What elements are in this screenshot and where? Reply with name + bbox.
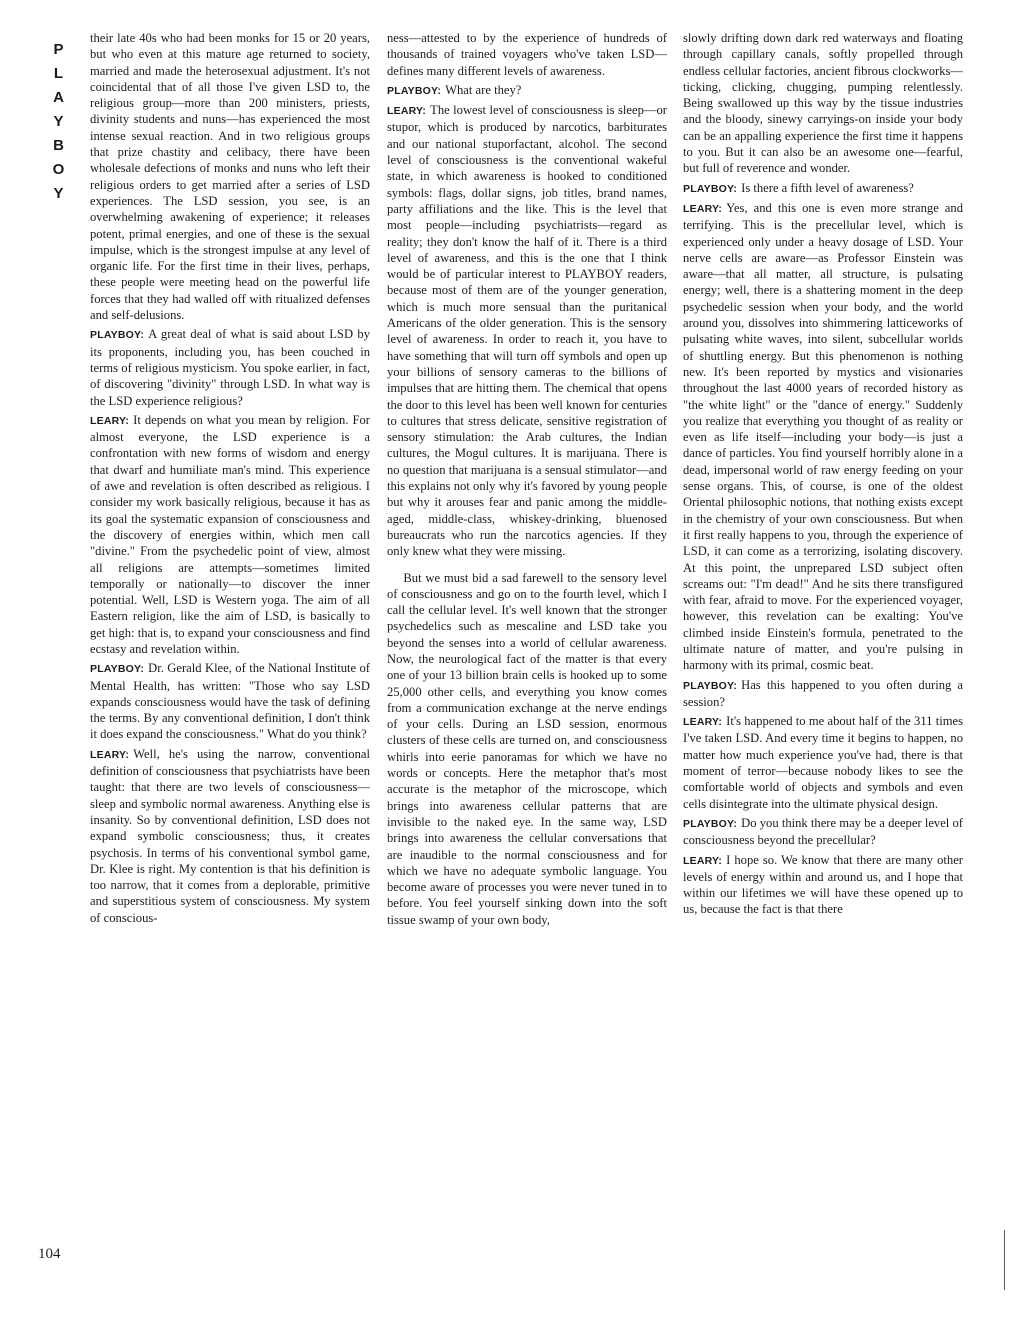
question-paragraph — [90, 326, 370, 408]
speaker-label: LEARY: — [90, 414, 130, 427]
speaker-label: LEARY: — [683, 202, 723, 215]
question-paragraph — [683, 180, 963, 197]
speaker-label: PLAYBOY: — [683, 817, 738, 830]
speaker-label: PLAYBOY: — [683, 679, 738, 692]
speaker-label: LEARY: — [683, 854, 723, 867]
paragraph-text: Is there a fifth level of awareness? — [741, 180, 914, 195]
paragraph-text: Dr. Gerald Klee, of the National Institute of Mental Health, has written: "Those who say LSD expands consciousness would have the task of defining the terms. By any conventional definition, I don't think it does expand the consciousness." What do you think? — [90, 661, 370, 742]
paragraph-text: Has this happened to you often during a session? — [683, 677, 963, 709]
paragraph-text: What are they? — [445, 82, 522, 97]
paragraph-text: slowly drifting down dark red waterways and floating through capillary canals, softly propelled through endless cellular factories, ancient fibrous clockworks—ticking, clicking, chugging, pumping relentlessly. Being swallowed up this way by the tissue industries and the bloody, sinewy carryings-on inside your body can be an appalling experience the first time it happens to you. But it can also be an awesome one—fearful, but full of reverence and wonder. — [683, 31, 963, 176]
paragraph-text: It's happened to me about half of the 311 times I've taken LSD. And every time it begins to happen, no matter how much experience you've had, there is that moment of terror—because nobody likes to see the comfortable world of objects and symbols and even cells disintegrate into the ultimate physical design. — [683, 714, 963, 811]
answer-paragraph — [683, 852, 963, 918]
text-column-1 — [90, 30, 370, 1292]
paragraph-text: ness—attested to by the experience of hundreds of thousands of trained voyagers who've taken LSD—defines many different levels of awareness. — [387, 31, 667, 78]
speaker-label: PLAYBOY: — [90, 329, 145, 342]
speaker-label: PLAYBOY: — [90, 663, 145, 676]
question-paragraph — [683, 815, 963, 849]
paragraph-text: The lowest level of consciousness is sleep—or stupor, which is produced by narcotics, barbiturates and our national stuporfactant, alcohol. The second level of consciousness is the conventional wakeful state, in which awareness is hooked to conditioned symbols: flags, dollar signs, job titles, brand names, party affiliations and the like. This is the level that most people—including psychiatrists—regard as reality; they don't know the half of it. There is a third level of awareness, and this is the one that I think would be of particular interest to PLAYBOY readers, because most of them are of the younger generation, which is much more sensual than the puritanical Americans of the older generation. This is the sensory level of awareness. In order to reach it, you have to have something that will turn off symbols and open up your billions of sensory cameras to the billions of impulses that are hitting them. The chemical that opens the door to this level has been well known for centuries to cultures that stress delicate, sensitive registration of sensory stimulation: the Arab cultures, the Indian cultures, the Mogul cultures. It is marijuana. There is no question that marijuana is a sensual stimulator—and this explains not only why it's favored by young people but why it arouses fear and panic among the middle-aged, middle-class, whiskey-drinking, bluenosed bureaucrats who run the narcotics agencies. If they only knew what they were missing. — [387, 103, 667, 559]
answer-paragraph — [90, 746, 370, 926]
speaker-label: LEARY: — [90, 748, 130, 761]
paragraph-text: But we must bid a sad farewell to the sensory level of consciousness and go on to the fourth level, which I call the cellular level. It's well known that the stronger psychedelics such as mescaline and LSD take you beyond the senses into a world of cellular awareness. Now, the neurological fact of the matter is that every one of your 13 billion brain cells is hooked up to some 25,000 other cells, and everything you know comes from a communication exchange at the nerve endings of your cells. During an LSD session, enormous clusters of these cells are turned on, and consciousness whirls into eerie panoramas for which we have no words or concepts. Here the metaphor that's most accurate is the metaphor of the microscope, which brings into awareness cellular patterns that are invisible to the naked eye. In the same way, LSD brings into awareness the cellular conversations that are inaudible to the normal consciousness and for which we have no adequate symbolic language. You become aware of processes you were never tuned in to before. You feel yourself sinking down into the soft tissue swamp of your own body, — [387, 570, 667, 927]
paragraph-text: It depends on what you mean by religion. For almost everyone, the LSD experience is a confrontation with new forms of wisdom and energy that dwarf and humiliate man's mind. This experience of awe and revelation is often described as religious. I consider my work basically religious, because it has as its goal the systematic expansion of consciousness and the discovery of energies within, which men call "divine." From the psychedelic point of view, almost all religions are attempts—sometimes limited temporally or nationally—to discover the inner potential. Well, LSD is Western yoga. The aim of all Eastern religion, like the aim of LSD, is basically to get high: that is, to expand your consciousness and find ecstasy and revelation within. — [90, 412, 370, 656]
body-paragraph — [387, 570, 667, 929]
paragraph-text: Do you think there may be a deeper level of consciousness beyond the precellular? — [683, 815, 963, 848]
question-paragraph — [387, 82, 667, 99]
paragraph-text: I hope so. We know that there are many other levels of energy within and around us, and I hope that within our lifetimes we will have these opened up to us, because the fact is that there — [683, 852, 963, 917]
question-paragraph — [683, 677, 963, 711]
speaker-label: LEARY: — [683, 716, 723, 729]
paragraph-text: Well, he's using the narrow, conventional definition of consciousness that psychiatrists have been taught: that there are two levels of consciousness—sleep and symbolic normal awareness. Anything else is insanity. So by conventional definition, LSD does not expand symbolic consciousness; thus, it creates psychosis. In terms of his conventional symbol game, Dr. Klee is right. My contention is that his definition is too narrow, that it comes from a deplorable, primitive and superstitious system of consciousness. My system of conscious- — [90, 746, 370, 925]
paragraph-text: A great deal of what is said about LSD by its proponents, including you, has been couched in terms of religious mysticism. You spoke earlier, in fact, of discovering "divinity" through LSD. In what way is the LSD experience religious? — [90, 327, 370, 408]
body-paragraph — [90, 30, 370, 323]
running-head — [46, 38, 72, 206]
paragraph-text: Yes, and this one is even more strange and terrifying. This is the precellular level, which is experienced only under a heavy dosage of LSD. Your nerve cells are aware—as Professor Einstein was aware—that all matter, all structure, is pulsating energy; well, there is a shattering moment in the deep psychedelic session when your body, and the world around you, dissolves into shimmering latticeworks of pulsating white waves, into silent, subcellular worlds of shuttling energy. But this phenomenon is nothing new. It's been reported by mystics and visionaries throughout the last 4000 years of recorded history as "the white light" or the "dance of energy." Suddenly you realize that everything you thought of as reality or even as life itself—including your body—is just a dance of particles. You find yourself horribly alone in a dead, impersonal world of raw energy feeding on your sense organs. This, of course, is one of the oldest Oriental philosophic notions, that nothing exists except in the chemistry of your own consciousness. But when it first really happens to you, through the experience of LSD, it can come as a terrorizing, isolating discovery. At this point, the unprepared LSD subject often screams out: "I'm dead!" And he sits there transfigured with fear, afraid to move. For the experienced voyager, however, this revelation can be exalting: You've climbed inside Einstein's formula, penetrated to the ultimate nature of matter, and you're pulsing in harmony with its primal, cosmic beat. — [683, 200, 963, 673]
text-column-3 — [683, 30, 963, 1292]
answer-paragraph — [683, 200, 963, 674]
paragraph-text: their late 40s who had been monks for 15 or 20 years, but who even at this mature age returned to society, married and made the heterosexual adjustment. It's not coincidental that of all those I've given LSD to, the religious group—more than 200 ministers, priests, divinity students and nuns—has experienced the most intense sexual reaction. And in two religious groups that prize chastity and celibacy, there have been wholesale defections of monks and nuns who left their religious orders to get married after a series of LSD experiences. The LSD session, you see, is an overwhelming awakening of experience; it releases potent, primal energies, and one of these is the sexual impulse, which is the strongest impulse at any level of organic life. For the first time in their lives, perhaps, these people were meeting head on the powerful life forces that they had walled off with ritualized defenses and self-delusions. — [90, 31, 370, 323]
speaker-label: PLAYBOY: — [387, 84, 442, 97]
running-head-letters: P L A Y B O Y — [52, 41, 66, 202]
answer-paragraph — [90, 412, 370, 657]
body-paragraph — [387, 30, 667, 79]
speaker-label: LEARY: — [387, 105, 427, 118]
answer-paragraph — [683, 713, 963, 812]
text-column-2 — [387, 30, 667, 1292]
body-paragraph — [683, 30, 963, 177]
answer-paragraph — [387, 102, 667, 559]
column-edge-rule — [1004, 1230, 1005, 1290]
page-number: 104 — [38, 1246, 61, 1262]
speaker-label: PLAYBOY: — [683, 182, 738, 195]
question-paragraph — [90, 660, 370, 742]
